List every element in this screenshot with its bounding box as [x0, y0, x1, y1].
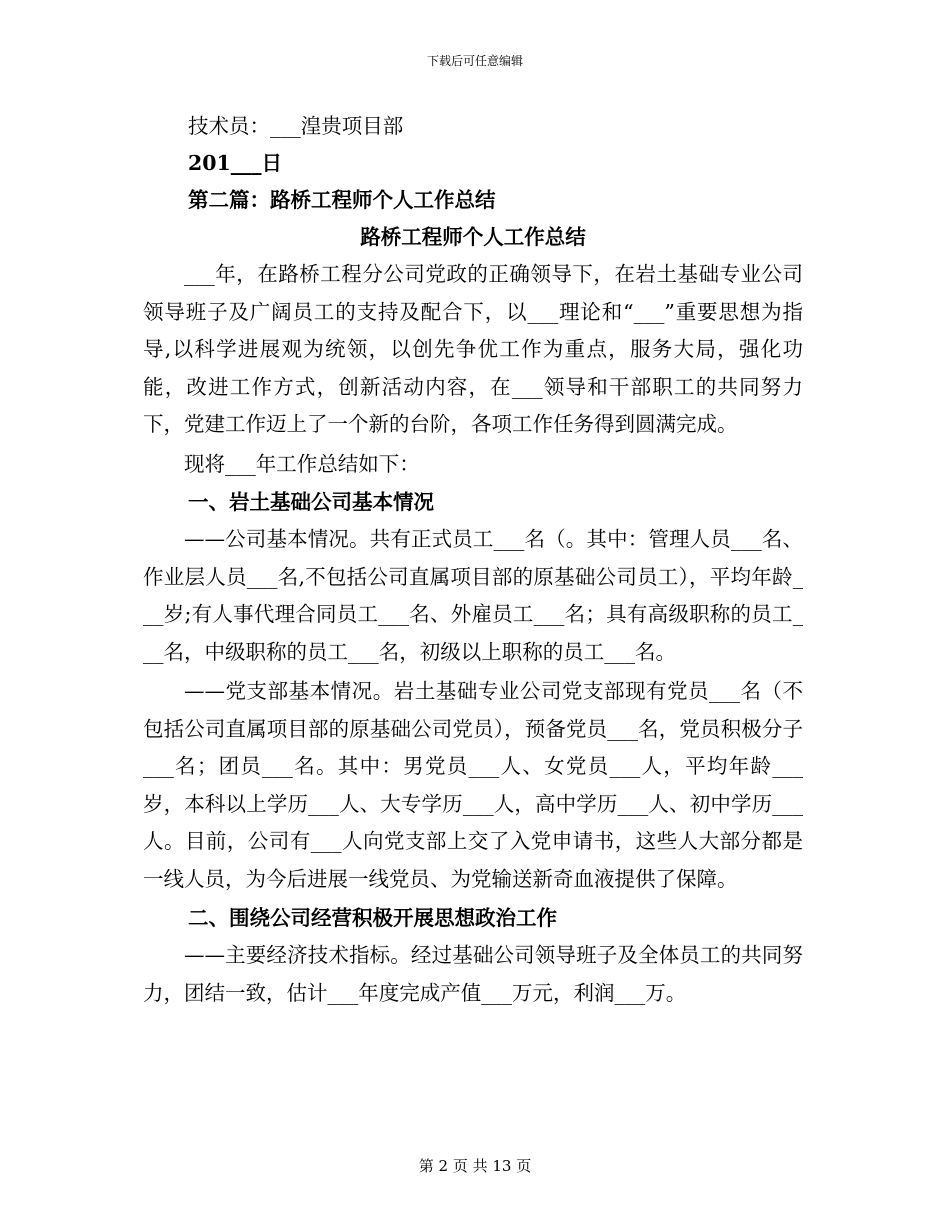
- chapter-heading: 第二篇：路桥工程师个人工作总结: [188, 188, 496, 212]
- document-title: 路桥工程师个人工作总结: [360, 225, 586, 249]
- page-header: 下载后可任意编辑: [426, 54, 523, 68]
- page-footer: 第 2 页 共 13 页: [418, 1157, 532, 1175]
- summary-intro-paragraph: 现将___年工作总结如下：: [184, 451, 420, 476]
- document-body: [143, 108, 803, 1012]
- technician-line: 技术员：___湟贵项目部: [188, 114, 404, 138]
- economic-indicators-paragraph: ——主要经济技术指标。经过基础公司领导班子及全体员工的共同努力，团结一致，估计___年度完成产值___万元，利润___万。: [143, 943, 803, 1005]
- section-2-heading: 二、围绕公司经营积极开展思想政治工作: [188, 906, 557, 930]
- intro-paragraph: ___年，在路桥工程分公司党政的正确领导下，在岩土基础专业公司领导班子及广阔员工的支持及配合下，以___理论和“___”重要思想为指导,以科学进展观为统领，以创先争优工作为重点，服务大局，强化功能，改进工作方式，创新活动内容，在___领导和干部职工的共同努力下，党建工作迈上了一个新的台阶，各项工作任务得到圆满完成。: [143, 262, 803, 436]
- party-branch-paragraph: ——党支部基本情况。岩土基础专业公司党支部现有党员___名（不包括公司直属项目部的原基础公司党员），预备党员___名，党员积极分子___名；团员___名。其中：男党员___人、女党员___人，平均年龄___岁，本科以上学历___人、大专学历___人，高中学历___人、初中学历___人。目前，公司有___人向党支部上交了入党申请书，这些人大部分都是一线人员，为今后进展一线党员、为党输送新奇血液提供了保障。: [143, 679, 803, 891]
- company-info-paragraph: ——公司基本情况。共有正式员工___名（。其中：管理人员___名、作业层人员___名,不包括公司直属项目部的原基础公司员工），平均年龄___岁;有人事代理合同员工___名、外雇员工___名；具有高级职称的员工___名，中级职称的员工___名，初级以上职称的员工___名。: [143, 527, 803, 664]
- section-1-heading: 一、岩土基础公司基本情况: [188, 490, 434, 514]
- year-line: 201___日: [188, 151, 283, 175]
